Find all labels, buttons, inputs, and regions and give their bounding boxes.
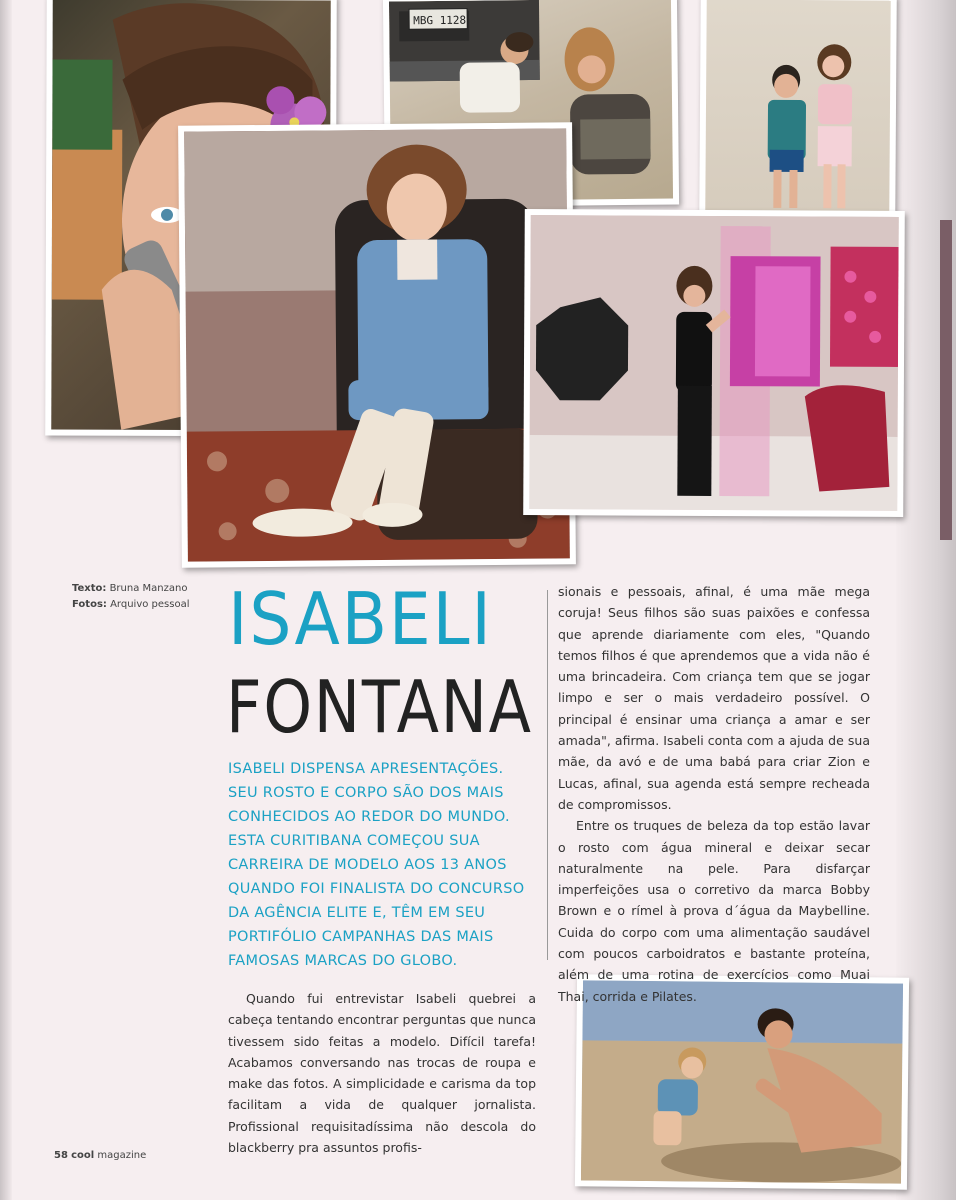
credit-photo-line: [72, 597, 190, 613]
svg-text:MBG 1128: MBG 1128: [413, 13, 467, 28]
credit-text-value: Bruna Manzano: [109, 583, 188, 594]
body-column-2: [558, 581, 870, 1007]
credit-text-line: [72, 581, 190, 597]
photo-two-kids: [699, 0, 897, 221]
body-paragraph: sionais e pessoais, afinal, é uma mãe mega coruja! Seus filhos são suas paixões e confessa que aprende diariamente com eles, "Quando temos filhos é que aprendemos que a vida não é uma brincadeira. Com criança tem que se jogar limpo e ser o mais verdadeiro possível. O principal é ensinar uma criança a amar e ser amada", afirma. Isabeli conta com a ajuda de sua mãe, da avó e de uma babá para criar Zion e Lucas, afinal, sua agenda está sempre recheada de compromissos.: [558, 584, 870, 812]
magazine-name-rest: magazine: [97, 1150, 147, 1161]
credit-text-label: Texto:: [72, 583, 107, 594]
photo-studio-shoot: [523, 209, 905, 517]
photo-girl-armchair-art: [184, 128, 570, 561]
binding-gutter: [0, 0, 12, 1200]
photo-girl-armchair: [178, 122, 576, 567]
credits: [72, 581, 190, 613]
facing-page-edge: [940, 220, 952, 540]
body-paragraph: Quando fui entrevistar Isabeli quebrei a cabeça tentando encontrar perguntas que nunca tivessem sido feitas a modelo. Difícil tarefa! Acabamos conversando nas trocas de roupa e make das fotos. A simplicidade e carisma da top facilitam a vida de qualquer jornalista. Profissional requisitadíssima não descola do blackberry pra assuntos profis-: [228, 991, 536, 1156]
body-paragraph: Entre os truques de beleza da top estão lavar o rosto com água mineral e deixar secar naturalmente na pele. Para disfarçar imperfeições usa o corretivo da marca Bobby Brown e o rímel à prova d´água da Maybelline. Cuida do corpo com uma alimentação saudável com poucos carboidratos e bastante proteína, além de uma rotina de exercícios como Muai Thai, corrida e Pilates.: [558, 818, 870, 1004]
title-first-name: ISABELI: [228, 577, 493, 661]
credit-photo-label: Fotos:: [72, 599, 107, 610]
photo-beach-sand-art: [581, 980, 903, 1183]
title-last-name: FONTANA: [226, 665, 533, 749]
photo-studio-shoot-art: [529, 215, 899, 511]
magazine-name-bold: cool: [71, 1150, 95, 1161]
page-number: 58: [54, 1150, 68, 1161]
page-folio: [54, 1150, 146, 1161]
body-column-1: [228, 988, 536, 1158]
column-divider: [547, 590, 548, 960]
credit-photo-value: Arquivo pessoal: [110, 599, 190, 610]
lead-paragraph: ISABELI DISPENSA APRESENTAÇÕES. SEU ROSTO E CORPO SÃO DOS MAIS CONHECIDOS AO REDOR DO MUNDO. ESTA CURITIBANA COMEÇOU SUA CARREIRA DE MODELO AOS 13 ANOS QUANDO FOI FINALISTA DO CONCURSO DA AGÊNCIA ELITE E, TÊM EM SEU PORTIFÓLIO CAMPANHAS DAS MAIS FAMOSAS MARCAS DO GLOBO.: [228, 761, 525, 969]
photo-two-kids-art: [705, 0, 890, 215]
